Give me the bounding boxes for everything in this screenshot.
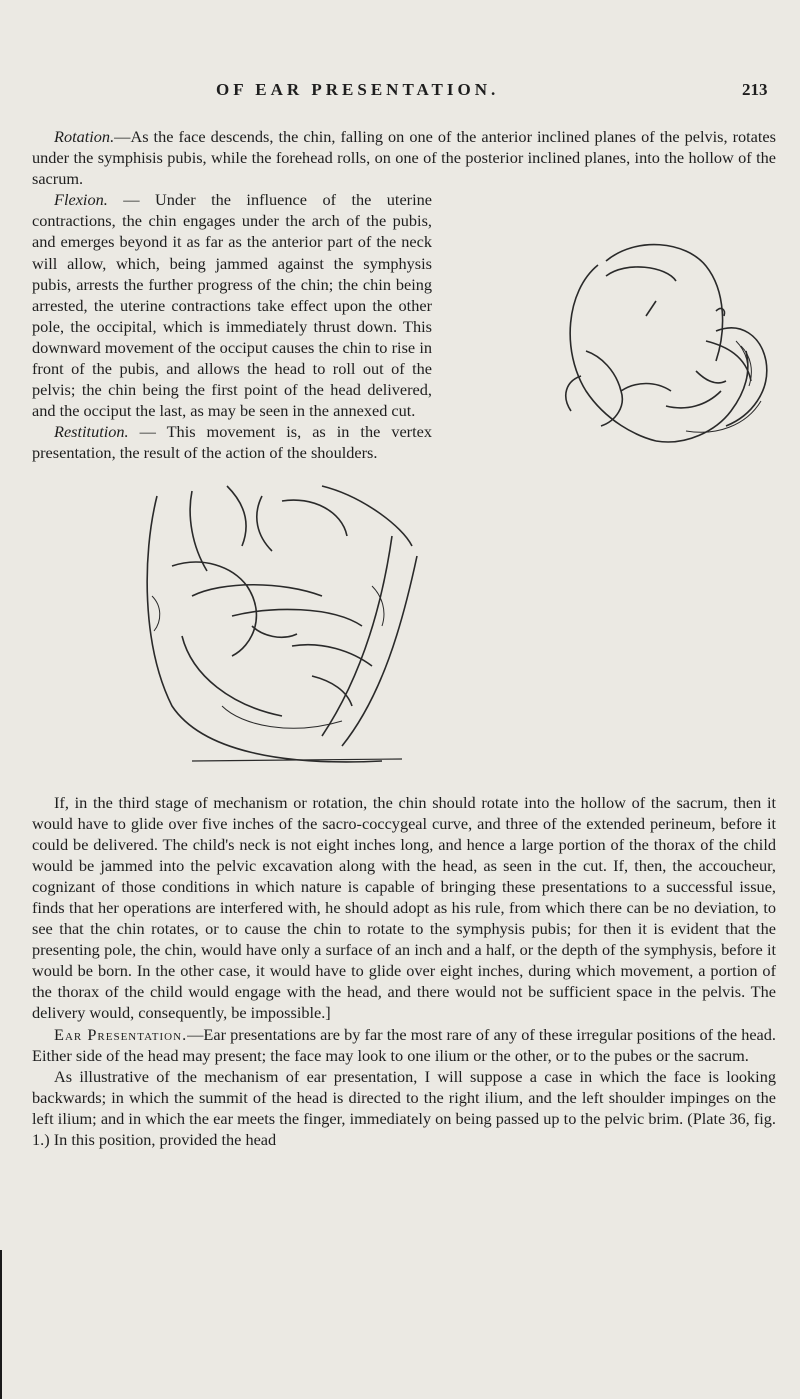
figure-face-delivery-drawing <box>546 231 786 461</box>
text-rotation: —As the face descends, the chin, falling on one of the anterior inclined planes of the pelvis, rotates under the symphisis pubis, while the forehead rolls, on one of the posterior inclined planes, into the hollow of the sacrum. <box>32 127 776 189</box>
running-title: OF EAR PRESENTATION. <box>216 80 500 99</box>
heading-ear-presentation: Ear Presentation. <box>54 1024 188 1044</box>
paragraph-illustrative-case: As illustrative of the mechanism of ear presentation, I will suppose a case in which the face is looking backwards; in which the summit of the head is directed to the right ilium, and the left shoulder impinges on the left ilium; and in which the ear meets the finger, immediately on being passed up to the pelvic brim. (Plate 36, fig. 1.) In this position, provided the head <box>32 1066 776 1149</box>
text-restitution: — This movement is, as in the vertex presentation, the result of the action of the shoulders. <box>32 422 432 463</box>
figure-face-delivery <box>446 231 786 631</box>
text-flexion: — Under the influence of the uterine contractions, the chin engages under the arch of the pubis, and emerges beyond it as far as the anterior part of the neck will allow, which, being jammed against the symphysis pubis, arrests the further progress of the chin; the chin being arrested, the uterine contractions take effect upon the other pole, the occipital, which is immediately thrust down. This downward movement of the occiput causes the chin to rise in front of the pubis, and allows the head to roll out of the pelvis; the chin being the first point of the head delivered, and the occiput the last, as may be seen in the annexed cut. <box>32 190 432 421</box>
figure-impacted-face-drawing <box>132 476 432 776</box>
page-number: 213 <box>742 80 768 99</box>
body-text <box>32 126 776 1150</box>
figure-impacted-face <box>82 470 442 792</box>
paragraph-ear-presentation <box>32 1024 776 1066</box>
text-ear-presentation: —Ear presentations are by far the most rare of any of these irregular positions of the head. Either side of the head may present; the face may look to one ilium or the other, or to the pubes or the sacrum. <box>32 1024 776 1065</box>
heading-rotation: Rotation. <box>54 127 115 146</box>
page-edge-rule <box>0 1250 2 1399</box>
heading-flexion: Flexion. <box>54 190 108 210</box>
running-header <box>0 80 800 104</box>
heading-restitution: Restitution. <box>54 422 129 442</box>
paragraph-third-stage: If, in the third stage of mechanism or rotation, the chin should rotate into the hollow of the sacrum, then it would have to glide over five inches of the sacro-coccygeal curve, and three of the extended perineum, before it could be delivered. The child's neck is not eight inches long, and hence a large portion of the thorax of the child would be jammed into the pelvic excavation along with the head, as seen in the cut. If, then, the accoucheur, cognizant of those conditions in which nature is capable of bringing these presentations to a successful issue, finds that her operations are interfered with, he should adopt as his rule, from which there can be no deviation, to see that the chin rotates, or to cause the chin to rotate to the symphysis pubis; for then it is evident that the presenting pole, the chin, would have only a surface of an inch and a half, or the depth of the symphysis, before it would be born. In the other case, it would have to glide over eight inches, during which movement, a portion of the thorax of the child would engage with the head, and there would not be sufficient space in the pelvis. The delivery would, consequently, be impossible.] <box>32 792 776 1023</box>
paragraph-rotation <box>32 126 776 189</box>
